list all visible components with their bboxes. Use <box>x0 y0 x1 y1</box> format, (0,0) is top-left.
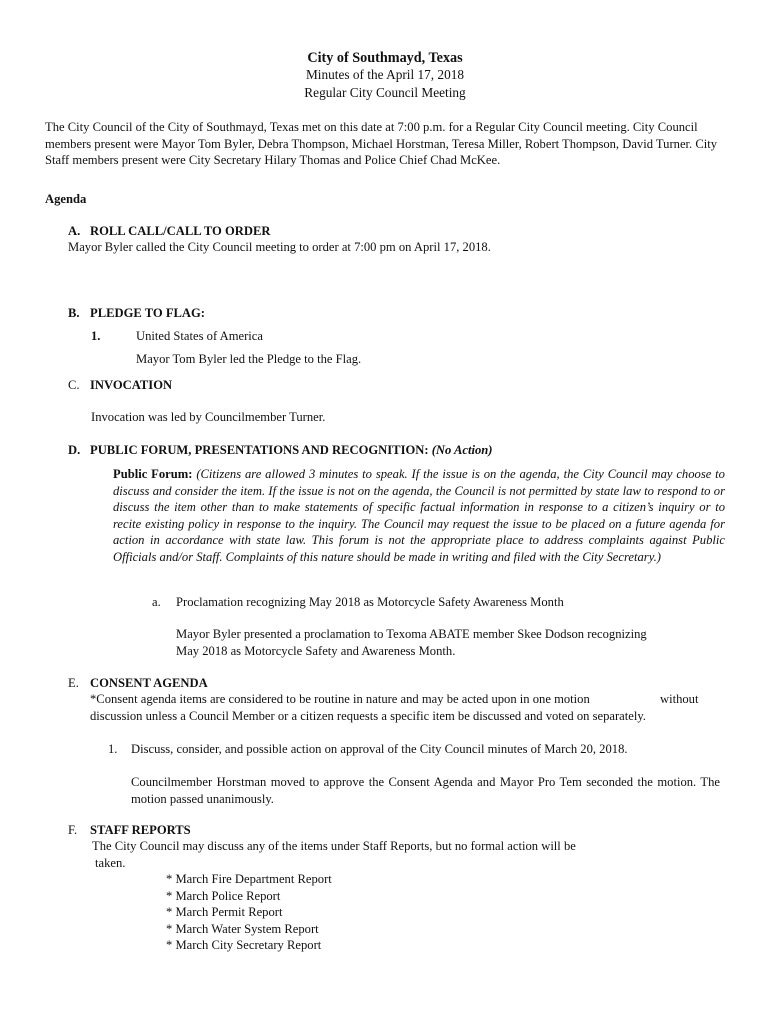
staff-report-item: * March City Secretary Report <box>166 938 322 952</box>
staff-report-item: * March Permit Report <box>166 905 283 919</box>
section-f-line1: The City Council may discuss any of the items under Staff Reports, but no formal action will be <box>92 839 576 853</box>
section-a-letter: A. <box>68 224 81 238</box>
section-e-heading <box>68 675 208 692</box>
section-d-heading <box>68 442 492 459</box>
section-f-heading <box>68 822 191 839</box>
public-forum-paragraph <box>113 466 725 565</box>
section-e-item-note: Councilmember Horstman moved to approve the Consent Agenda and Mayor Pro Tem seconded the motion. The motion passed unanimously. <box>131 775 720 806</box>
public-forum-text: (Citizens are allowed 3 minutes to speak. If the issue is on the agenda, the City Council may choose to discuss and consider the item. If the issue is not on the agenda, the Council is not permitted by state law to respond to or discuss the item other than to make statements of specific factual information in response to a citizen’s inquiry or to recite existing policy in response to the inquiry. The Council may request the issue to be placed on a future agenda for action in accordance with state law. This forum is not the appropriate place to address complaints against Public Officials and/or Staff. Complaints of this nature should be made in writing and filed with the City Secretary.) <box>113 467 725 564</box>
section-e-letter: E. <box>68 676 79 690</box>
public-forum-label: Public Forum: <box>113 467 193 481</box>
staff-report-list <box>166 871 332 954</box>
staff-report-item: * March Police Report <box>166 888 281 903</box>
section-f-letter: F. <box>68 823 78 837</box>
section-a-heading <box>68 223 270 240</box>
section-f-line2: taken. <box>95 856 126 870</box>
agenda-label: Agenda <box>45 192 87 206</box>
section-c-heading <box>68 377 172 394</box>
intro-paragraph: The City Council of the City of Southmayd, Texas met on this date at 7:00 p.m. for a Regular City Council meeting. City Council members present were Mayor Tom Byler, Debra Thompson, Michael Horstman, Teresa Miller, Robert Thompson, David Turner. City Staff members present were City Secretary Hilary Thomas and Police Chief Chad McKee. <box>45 120 718 167</box>
section-d-item-text: Proclamation recognizing May 2018 as Motorcycle Safety Awareness Month <box>176 595 564 609</box>
section-e-line2: discussion unless a Council Member or a citizen requests a specific item be discussed and voted on separately. <box>90 709 646 723</box>
section-e-item-number: 1. <box>108 742 118 756</box>
section-d-title: PUBLIC FORUM, PRESENTATIONS AND RECOGNITION: <box>90 443 429 457</box>
section-d-letter: D. <box>68 443 81 457</box>
section-c-title: INVOCATION <box>90 378 173 392</box>
section-f-title: STAFF REPORTS <box>90 823 191 837</box>
section-e-line1: *Consent agenda items are considered to be routine in nature and may be acted upon in one motion <box>90 692 590 706</box>
section-b-item-text: United States of America <box>136 329 263 343</box>
section-e-item-text: Discuss, consider, and possible action on approval of the City Council minutes of March 20, 2018. <box>131 742 628 756</box>
section-a-text: Mayor Byler called the City Council meeting to order at 7:00 pm on April 17, 2018. <box>68 240 491 254</box>
staff-report-item: * March Fire Department Report <box>166 872 332 886</box>
section-d-item-letter: a. <box>152 595 161 609</box>
staff-report-item: * March Water System Report <box>166 921 319 936</box>
document-title: City of Southmayd, Texas <box>307 50 463 66</box>
section-b-heading <box>68 305 205 322</box>
section-c-letter: C. <box>68 378 80 392</box>
section-e-title: CONSENT AGENDA <box>90 676 208 690</box>
section-e-line1-tail: without <box>660 692 699 706</box>
section-d-note: (No Action) <box>431 443 493 457</box>
section-a-title: ROLL CALL/CALL TO ORDER <box>90 224 271 238</box>
document-subtitle-date: Minutes of the April 17, 2018 <box>305 67 465 82</box>
section-b-title: PLEDGE TO FLAG: <box>90 306 205 320</box>
document-subtitle-meeting: Regular City Council Meeting <box>304 85 466 100</box>
section-c-text: Invocation was led by Councilmember Turner. <box>91 410 326 424</box>
section-b-item-note: Mayor Tom Byler led the Pledge to the Flag. <box>136 352 362 366</box>
section-b-letter: B. <box>68 306 80 320</box>
section-d-item-note-line1: Mayor Byler presented a proclamation to Texoma ABATE member Skee Dodson recognizing <box>176 627 647 641</box>
section-b-item-number: 1. <box>91 329 101 343</box>
section-d-item-note-line2: May 2018 as Motorcycle Safety and Awareness Month. <box>176 644 456 658</box>
